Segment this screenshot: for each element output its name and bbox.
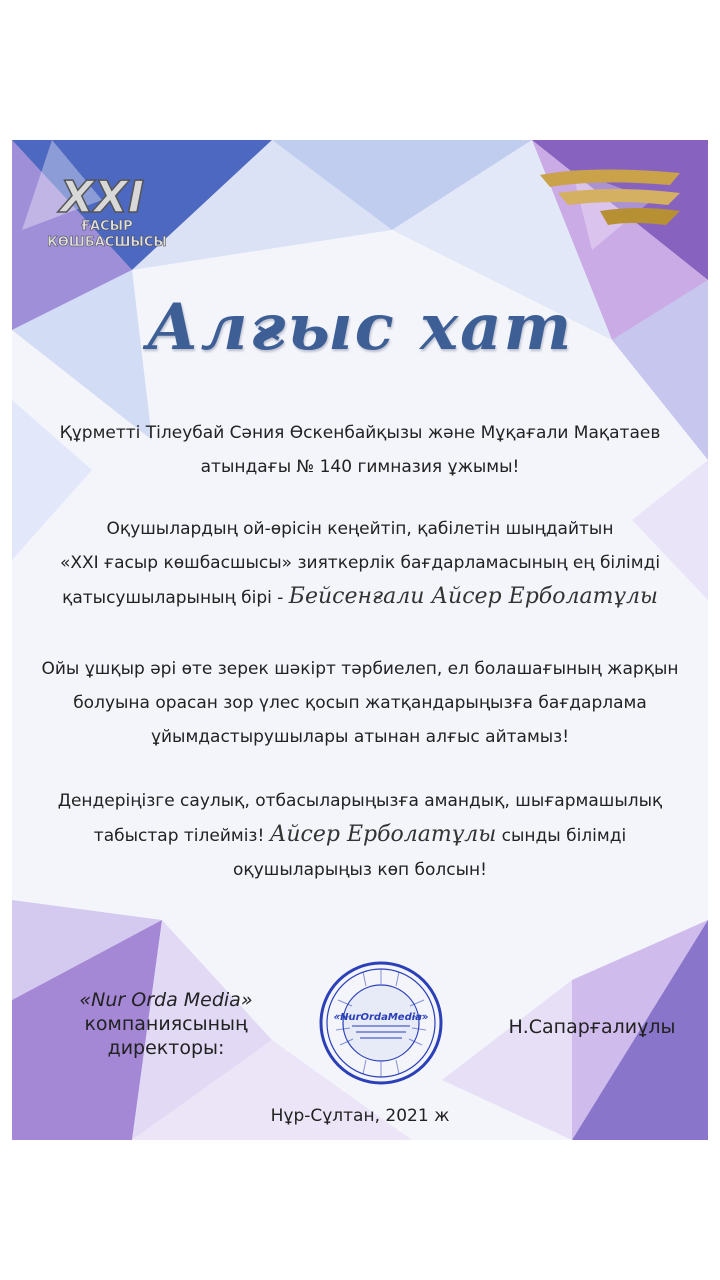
paragraph-line: Дендеріңізге саулық, отбасыларыңызға амандық, шығармашылық <box>57 791 663 811</box>
paragraph-wishes <box>32 784 688 887</box>
paragraph-addressee <box>32 416 688 484</box>
paragraph-line: оқушыларыңыз көп болсын! <box>233 860 487 880</box>
xxi-century-leader-logo <box>42 168 172 250</box>
paragraph-line <box>32 580 688 615</box>
line-prefix: қатысушыларының бірі - <box>62 588 284 608</box>
paragraph-line: Оқушылардың ой-өрісін кеңейтіп, қабілетін шыңдайтын <box>106 519 614 539</box>
svg-text:ҒАСЫР: ҒАСЫР <box>81 219 133 234</box>
signatory-title <box>46 988 286 1060</box>
svg-text:XXI: XXI <box>59 172 145 223</box>
paragraph-line: болуына орасан зор үлес қосып жатқандарыңызға бағдарлама <box>73 693 647 713</box>
place-and-date: Нұр-Сұлтан, 2021 ж <box>270 1106 450 1126</box>
paragraph-line: Құрметті Тілеубай Сәния Өскенбайқызы және Мұқағали Мақатаев <box>59 423 661 443</box>
paragraph-line: атындағы № 140 гимназия ұжымы! <box>200 457 520 477</box>
line-suffix: сынды білімді <box>501 826 627 846</box>
line-prefix: табыстар тілейміз! <box>93 826 265 846</box>
certificate <box>12 140 708 1140</box>
official-stamp <box>318 960 444 1086</box>
certificate-title: Алғыс хат <box>146 290 574 365</box>
stamp-center-text: «NurOrdaMedia» <box>333 1012 429 1023</box>
paragraph-line <box>32 818 688 853</box>
signatory-line: компаниясының <box>84 1013 248 1035</box>
student-full-name: Бейсенғали Айсер Ерболатұлы <box>288 584 658 609</box>
company-name: «Nur Orda Media» <box>79 989 253 1011</box>
signatory-line: директоры: <box>107 1037 225 1059</box>
svg-text:КӨШБАСШЫСЫ: КӨШБАСШЫСЫ <box>47 235 167 250</box>
nur-orda-media-logo-icon <box>530 165 690 235</box>
paragraph-gratitude <box>32 652 688 754</box>
paragraph-line: Ойы ұшқыр әрі өте зерек шәкірт тәрбиелеп, ел болашағының жарқын <box>41 659 679 679</box>
signatory-name: Н.Сапарғалиұлы <box>508 1016 676 1038</box>
paragraph-program <box>32 512 688 615</box>
paragraph-line: «XXI ғасыр көшбасшысы» зияткерлік бағдарламасының ең білімді <box>59 553 661 573</box>
paragraph-line: ұйымдастырушылары атынан алғыс айтамыз! <box>150 727 570 747</box>
student-short-name: Айсер Ерболатұлы <box>269 822 497 847</box>
